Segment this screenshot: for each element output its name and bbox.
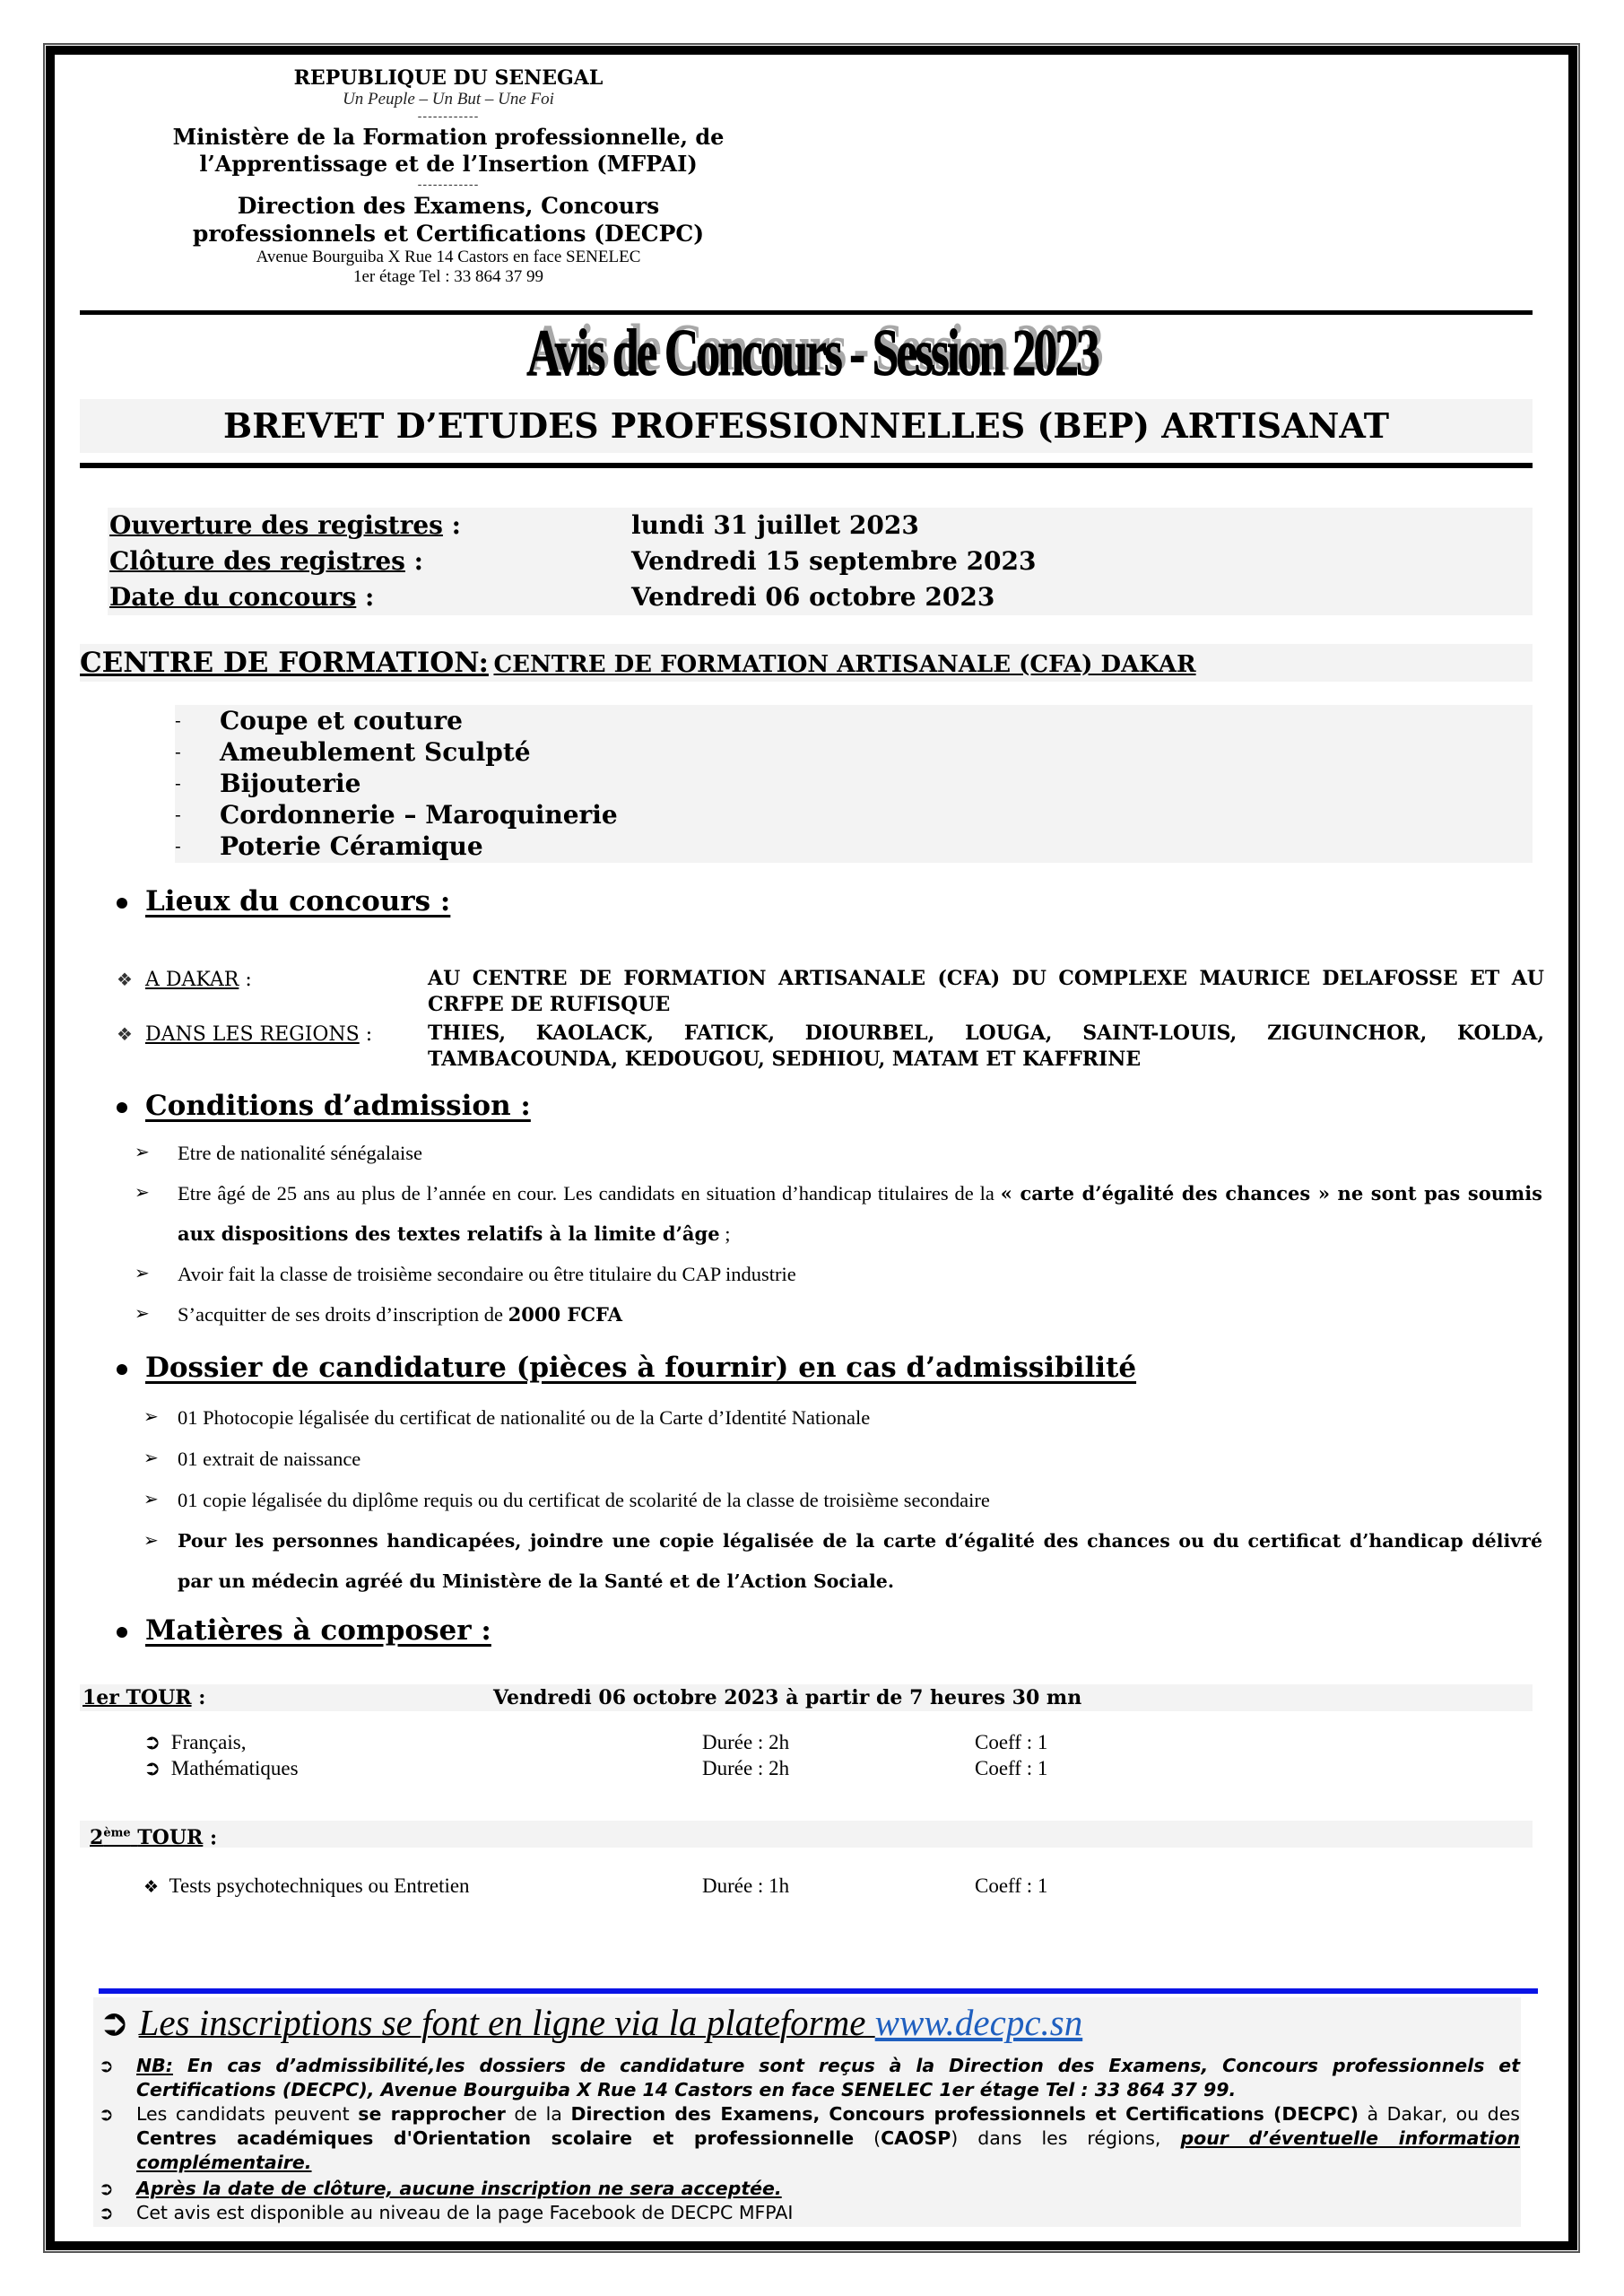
direction-line-2: professionnels et Certifications (DECPC) bbox=[192, 221, 705, 247]
ministry-line-2: l’Apprentissage et de l’Insertion (MFPAI) bbox=[199, 151, 698, 177]
trade-name: Cordonnerie – Maroquinerie bbox=[220, 800, 618, 830]
page-title: Avis de Concours - Session 2023 bbox=[526, 317, 1098, 390]
condition-text: ; bbox=[719, 1222, 731, 1245]
ministry-line-1: Ministère de la Formation professionnelle, de bbox=[172, 124, 725, 150]
closing-text: Après la date de clôture, aucune inscription ne sera acceptée. bbox=[136, 2178, 782, 2199]
centre-value: CENTRE DE FORMATION ARTISANALE (CFA) DAKAR bbox=[493, 651, 1196, 678]
dossier-text: 01 extrait de naissance bbox=[178, 1448, 361, 1470]
date-value: Vendredi 15 septembre 2023 bbox=[631, 546, 1037, 576]
lieu-label: A DAKAR bbox=[144, 969, 239, 991]
arrow-circle-right-icon: ➲ bbox=[99, 2178, 114, 2199]
arrow-bullet-icon: ➢ bbox=[143, 1490, 159, 1509]
separator: ------------ bbox=[417, 178, 480, 192]
nb-label: NB: bbox=[136, 2055, 173, 2076]
date-value: lundi 31 juillet 2023 bbox=[631, 510, 919, 540]
date-sep: : bbox=[356, 582, 375, 612]
header-rule-bottom bbox=[80, 463, 1533, 468]
trade-name: Bijouterie bbox=[220, 769, 361, 798]
footer-contact bbox=[99, 2102, 1533, 2175]
contact-italic: pour d’éventuelle information complémentaire. bbox=[136, 2127, 1521, 2173]
bullet-icon bbox=[117, 1627, 127, 1638]
trades-list bbox=[175, 705, 1533, 863]
contact-bold: se rapprocher bbox=[358, 2103, 506, 2125]
condition-bold-text: 2000 FCFA bbox=[508, 1303, 623, 1326]
contact-text: ) dans les régions, bbox=[951, 2127, 1181, 2149]
decpc-website-link[interactable]: www.decpc.sn bbox=[874, 2002, 1083, 2043]
tour-number: 2 bbox=[90, 1826, 104, 1850]
tour-1-label bbox=[83, 1684, 205, 1711]
arrow-bullet-icon: ➢ bbox=[135, 1183, 150, 1203]
tour-sep: : bbox=[191, 1686, 206, 1709]
dash-bullet-icon: - bbox=[175, 772, 181, 794]
subject-tests bbox=[143, 1874, 470, 1900]
date-label: Date du concours bbox=[109, 582, 357, 612]
date-label: Ouverture des registres bbox=[109, 510, 443, 540]
dash-bullet-icon: - bbox=[175, 741, 181, 762]
diamond-bullet-icon: ❖ bbox=[143, 1878, 160, 1897]
letterhead bbox=[152, 66, 744, 287]
diamond-bullet-icon: ❖ bbox=[117, 1023, 133, 1045]
condition-bold-text: « carte d’égalité des chances » ne sont pas soumis aux dispositions des textes relatifs à la limite d’âge bbox=[178, 1182, 1542, 1245]
tour-sep: : bbox=[203, 1826, 218, 1850]
arrow-circle-right-icon: ➲ bbox=[99, 2202, 114, 2223]
centre-label: CENTRE DE FORMATION: bbox=[80, 647, 489, 679]
contact-text: ( bbox=[854, 2127, 881, 2149]
arrow-bullet-icon: ➢ bbox=[143, 1448, 159, 1468]
dash-bullet-icon: - bbox=[175, 709, 181, 731]
dossier-text: 01 copie légalisée du diplôme requis ou du certificat de scolarité de la classe de troisième secondaire bbox=[178, 1489, 990, 1511]
condition-text: Etre de nationalité sénégalaise bbox=[178, 1142, 422, 1164]
tour-suffix: ème bbox=[103, 1827, 131, 1840]
section-heading-matieres bbox=[117, 1613, 491, 1648]
dates-block bbox=[108, 508, 1533, 615]
contact-text: Les candidats peuvent bbox=[136, 2103, 359, 2125]
condition-text: S’acquitter de ses droits d’inscription de bbox=[178, 1303, 508, 1326]
direction-line-1: Direction des Examens, Concours bbox=[237, 193, 660, 219]
subject-duration: Durée : 2h bbox=[702, 1731, 790, 1753]
subject-duration: Durée : 2h bbox=[702, 1757, 790, 1779]
online-registration-notice bbox=[99, 2000, 1082, 2045]
facebook-text: Cet avis est disponible au niveau de la page Facebook de DECPC MFPAI bbox=[136, 2202, 794, 2223]
tour-label: TOUR bbox=[137, 1826, 204, 1850]
tour-2-bar bbox=[80, 1821, 1533, 1848]
exam-subtitle: BREVET D’ETUDES PROFESSIONNELLES (BEP) ARTISANAT bbox=[80, 399, 1533, 453]
notice-text: Les inscriptions se font en ligne via la plateforme bbox=[138, 2002, 875, 2043]
date-value: Vendredi 06 octobre 2023 bbox=[631, 582, 995, 612]
nb-text: En cas d’admissibilité,les dossiers de candidature sont reçus à la Direction des Examens, Concours professionnels et Certifications (DECPC), Avenue Bourguiba X Rue 14 Castors en face SENELEC 1er étage Tel : 33 864 37 99. bbox=[136, 2055, 1520, 2100]
trade-name: Coupe et couture bbox=[220, 706, 463, 735]
header-rule-top bbox=[80, 310, 1533, 315]
arrow-circle-right-icon: ➲ bbox=[99, 2001, 130, 2044]
arrow-bullet-icon: ➢ bbox=[135, 1264, 150, 1283]
arrow-circle-right-icon: ➲ bbox=[143, 1731, 161, 1753]
condition-text: Etre âgé de 25 ans au plus de l’année en cour. Les candidats en situation d’handicap titulaires de la bbox=[178, 1182, 1001, 1205]
lieu-regions-value: THIES, KAOLACK, FATICK, DIOURBEL, LOUGA, SAINT-LOUIS, ZIGUINCHOR, KOLDA, TAMBACOUNDA, KEDOUGOU, SEDHIOU, MATAM ET KAFFRINE bbox=[428, 1022, 1544, 1071]
contact-bold: Centres académiques d'Orientation scolaire et professionnelle bbox=[136, 2127, 855, 2149]
subject-name: Mathématiques bbox=[170, 1757, 299, 1779]
arrow-bullet-icon: ➢ bbox=[135, 1143, 150, 1162]
arrow-circle-right-icon: ➲ bbox=[99, 2103, 114, 2125]
bullet-icon bbox=[117, 1102, 127, 1113]
subject-coeff: Coeff : 1 bbox=[975, 1874, 1048, 1897]
footer-blue-rule bbox=[99, 1988, 1538, 1994]
arrow-bullet-icon: ➢ bbox=[143, 1407, 159, 1427]
training-centre bbox=[80, 644, 1533, 682]
subject-name: Tests psychotechniques ou Entretien bbox=[169, 1874, 470, 1897]
dash-bullet-icon: - bbox=[175, 835, 181, 857]
subject-coeff: Coeff : 1 bbox=[975, 1731, 1048, 1753]
arrow-circle-right-icon: ➲ bbox=[143, 1757, 161, 1779]
subject-duration: Durée : 1h bbox=[702, 1874, 790, 1897]
dossier-text: 01 Photocopie légalisée du certificat de nationalité ou de la Carte d’Identité Nationale bbox=[178, 1406, 871, 1429]
dash-bullet-icon: - bbox=[175, 804, 181, 825]
trade-name: Ameublement Sculpté bbox=[220, 737, 531, 767]
subject-name: Français, bbox=[170, 1731, 247, 1753]
subject-maths bbox=[143, 1756, 299, 1781]
section-heading-lieux bbox=[117, 883, 450, 919]
trade-name: Poterie Céramique bbox=[220, 831, 483, 861]
lieu-label: DANS LES REGIONS bbox=[144, 1023, 360, 1046]
contact-bold: CAOSP bbox=[881, 2127, 951, 2149]
bullet-icon bbox=[117, 1364, 127, 1375]
section-heading-conditions bbox=[117, 1088, 531, 1124]
section-title: Matières à composer : bbox=[145, 1614, 491, 1647]
lieu-dakar-label bbox=[117, 966, 252, 994]
section-heading-dossier bbox=[117, 1350, 1136, 1386]
address-line-1: Avenue Bourguiba X Rue 14 Castors en face SENELEC bbox=[256, 248, 641, 266]
contact-text: de la bbox=[505, 2103, 571, 2125]
subject-francais bbox=[143, 1730, 246, 1755]
arrow-bullet-icon: ➢ bbox=[135, 1304, 150, 1324]
lieu-sep: : bbox=[239, 969, 252, 991]
address-line-2: 1er étage Tel : 33 864 37 99 bbox=[352, 267, 543, 286]
tour-label: 1er TOUR bbox=[83, 1686, 192, 1709]
country-name: REPUBLIQUE DU SENEGAL bbox=[293, 66, 604, 90]
date-label: Clôture des registres bbox=[109, 546, 405, 576]
contact-bold: Direction des Examens, Concours professionnels et Certifications (DECPC) bbox=[570, 2103, 1359, 2125]
arrow-circle-right-icon: ➲ bbox=[99, 2055, 114, 2076]
date-sep: : bbox=[442, 510, 461, 540]
national-motto: Un Peuple – Un But – Une Foi bbox=[343, 90, 554, 109]
date-sep: : bbox=[404, 546, 424, 576]
section-title: Conditions d’admission : bbox=[145, 1090, 531, 1122]
section-title: Dossier de candidature (pièces à fournir) en cas d’admissibilité bbox=[145, 1352, 1137, 1384]
section-title: Lieux du concours : bbox=[145, 885, 451, 918]
condition-text: Avoir fait la classe de troisième secondaire ou être titulaire du CAP industrie bbox=[178, 1263, 796, 1285]
condition-item bbox=[135, 1173, 1542, 1254]
tour-1-date: Vendredi 06 octobre 2023 à partir de 7 heures 30 mn bbox=[493, 1686, 1082, 1709]
separator: ------------ bbox=[417, 109, 480, 124]
contact-text: à Dakar, ou des bbox=[1358, 2103, 1520, 2125]
bullet-icon bbox=[117, 898, 127, 909]
dossier-text: Pour les personnes handicapées, joindre une copie légalisée de la carte d’égalité des chances ou du certificat d’handicap délivré par un médecin agréé du Ministère de la Santé et de l’Action Sociale. bbox=[178, 1530, 1542, 1592]
diamond-bullet-icon: ❖ bbox=[117, 969, 133, 990]
lieu-dakar-value: AU CENTRE DE FORMATION ARTISANALE (CFA) DU COMPLEXE MAURICE DELAFOSSE ET AU CRFPE DE RUFISQUE bbox=[428, 967, 1544, 1016]
subject-coeff: Coeff : 1 bbox=[975, 1757, 1048, 1779]
lieu-regions-label bbox=[117, 1021, 372, 1048]
lieu-sep: : bbox=[359, 1023, 373, 1046]
tour-2-label bbox=[90, 1821, 217, 1851]
dossier-item bbox=[143, 1521, 1542, 1604]
arrow-bullet-icon: ➢ bbox=[143, 1531, 159, 1551]
footer-nb bbox=[99, 2054, 1533, 2102]
